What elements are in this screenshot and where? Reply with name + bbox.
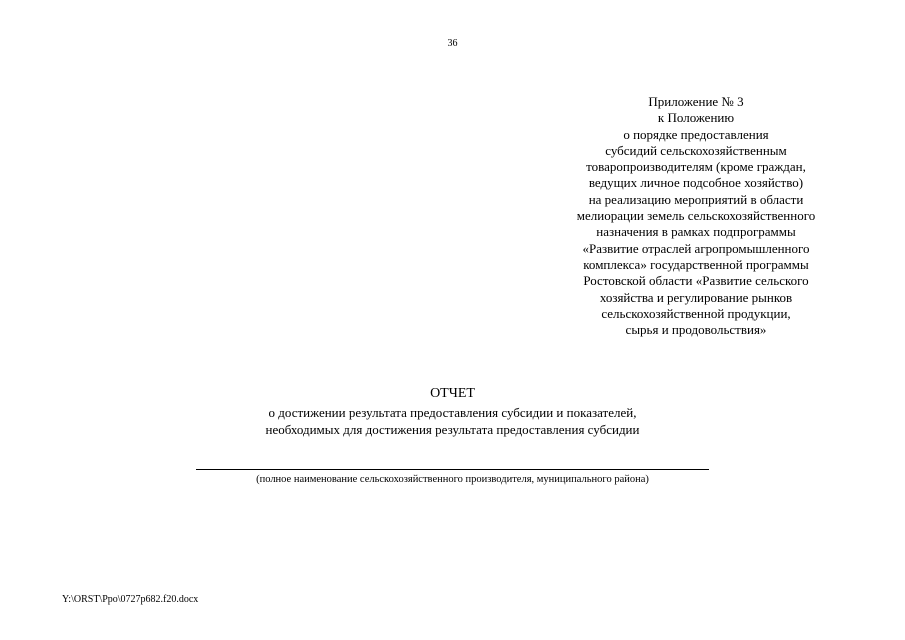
report-title: ОТЧЕТ xyxy=(430,386,475,401)
appendix-line: назначения в рамках подпрограммы xyxy=(596,224,796,240)
appendix-line: сырья и продовольствия» xyxy=(625,322,767,338)
producer-name-caption: (полное наименование сельскохозяйственного производителя, муниципального района) xyxy=(256,474,649,485)
producer-name-line xyxy=(196,469,709,470)
appendix-line: Приложение № 3 xyxy=(648,94,744,109)
appendix-line: комплекса» государственной программы xyxy=(583,256,809,272)
appendix-line: ведущих личное подсобное хозяйство) xyxy=(588,175,804,191)
appendix-line: мелиорации земель сельскохозяйственного xyxy=(576,208,816,224)
page-number: 36 xyxy=(447,38,458,49)
appendix-line: о порядке предоставления xyxy=(623,126,769,142)
report-subtitle-line: о достижении результата предоставления субсидии и показателей, xyxy=(268,405,637,420)
appendix-block xyxy=(540,94,852,338)
appendix-line: к Положению xyxy=(657,110,735,126)
report-subtitle xyxy=(200,404,705,438)
appendix-line: субсидий сельскохозяйственным xyxy=(605,142,787,158)
appendix-line: «Развитие отраслей агропромышленного xyxy=(582,240,810,256)
appendix-line: сельскохозяйственной продукции, xyxy=(601,305,791,321)
report-subtitle-line: необходимых для достижения результата предоставления субсидии xyxy=(265,422,640,437)
footer-file-path: Y:\ORST\Ppo\0727p682.f20.docx xyxy=(62,594,199,605)
appendix-line: на реализацию мероприятий в области xyxy=(588,191,804,207)
appendix-line: хозяйства и регулирование рынков xyxy=(599,289,793,305)
appendix-line: Ростовской области «Развитие сельского xyxy=(583,273,809,289)
appendix-line: товаропроизводителям (кроме граждан, xyxy=(586,159,806,175)
